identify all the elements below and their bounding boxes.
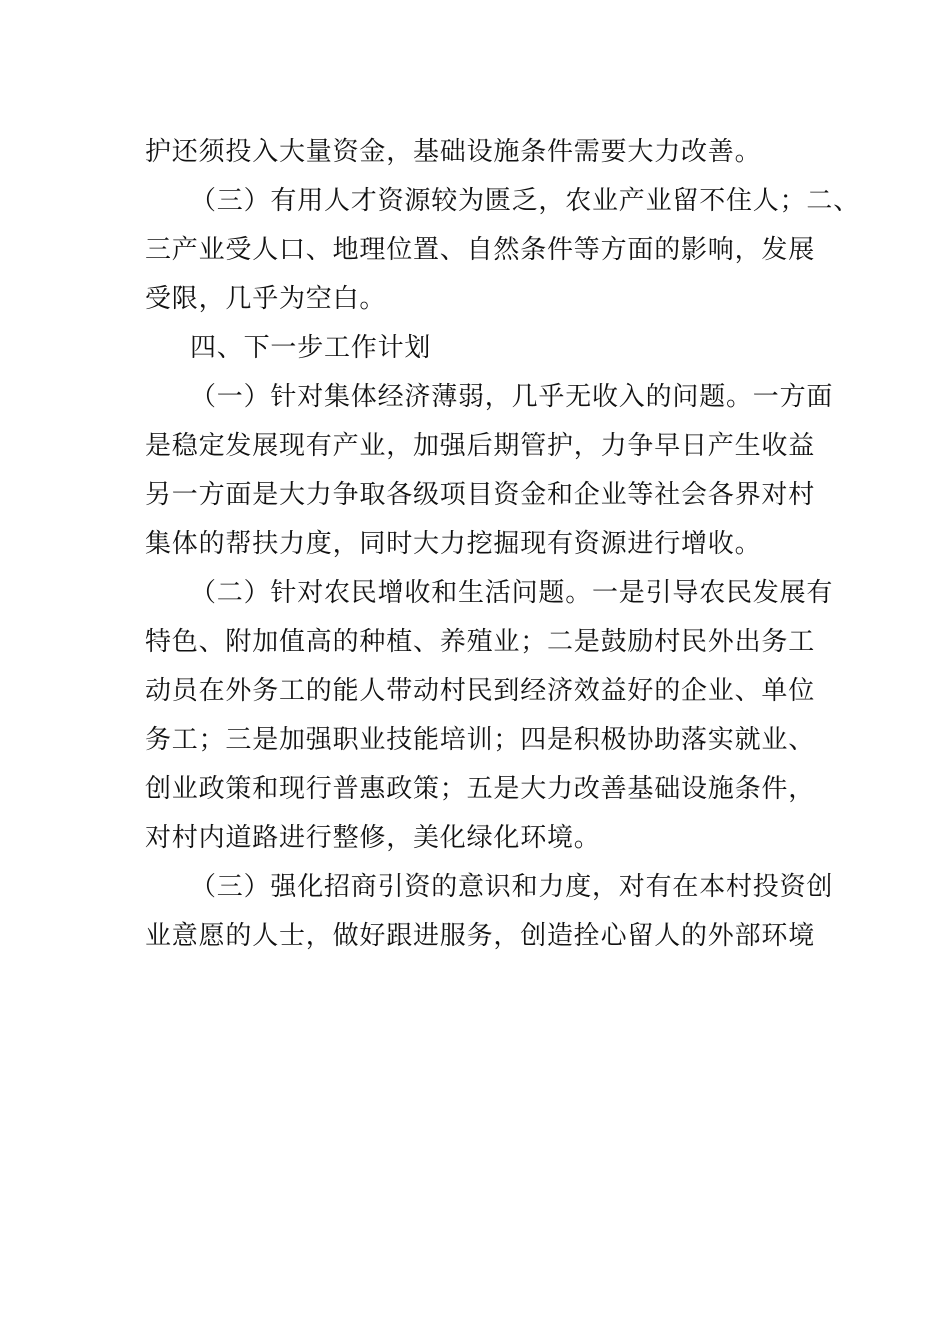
text-line: 对村内道路进行整修，美化绿化环境。 — [145, 823, 601, 853]
section-heading: 四、下一步工作计划 — [190, 333, 432, 363]
text-line: 是稳定发展现有产业，加强后期管护，力争早日产生收益 — [145, 431, 816, 461]
text-line: 动员在外务工的能人带动村民到经济效益好的企业、单位 — [145, 676, 816, 706]
text-line: （一）针对集体经济薄弱，几乎无收入的问题。一方面 — [190, 382, 834, 412]
text-line: （三）有用人才资源较为匮乏，农业产业留不住人；二、 — [190, 186, 861, 216]
text-line: 受限，几乎为空白。 — [145, 284, 387, 314]
text-line: 业意愿的人士，做好跟进服务，创造拴心留人的外部环境 — [145, 921, 816, 951]
text-line: 务工；三是加强职业技能培训；四是积极协助落实就业、 — [145, 725, 816, 755]
text-line: （二）针对农民增收和生活问题。一是引导农民发展有 — [190, 578, 834, 608]
document-body — [145, 128, 861, 961]
text-line: 护还须投入大量资金，基础设施条件需要大力改善。 — [145, 137, 762, 167]
text-line: 另一方面是大力争取各级项目资金和企业等社会各界对村 — [145, 480, 816, 510]
text-line: 创业政策和现行普惠政策；五是大力改善基础设施条件， — [145, 774, 816, 804]
text-line: 三产业受人口、地理位置、自然条件等方面的影响，发展 — [145, 235, 816, 265]
text-line: 特色、附加值高的种植、养殖业；二是鼓励村民外出务工 — [145, 627, 816, 657]
text-line: （三）强化招商引资的意识和力度，对有在本村投资创 — [190, 872, 834, 902]
text-line: 集体的帮扶力度，同时大力挖掘现有资源进行增收。 — [145, 529, 762, 559]
